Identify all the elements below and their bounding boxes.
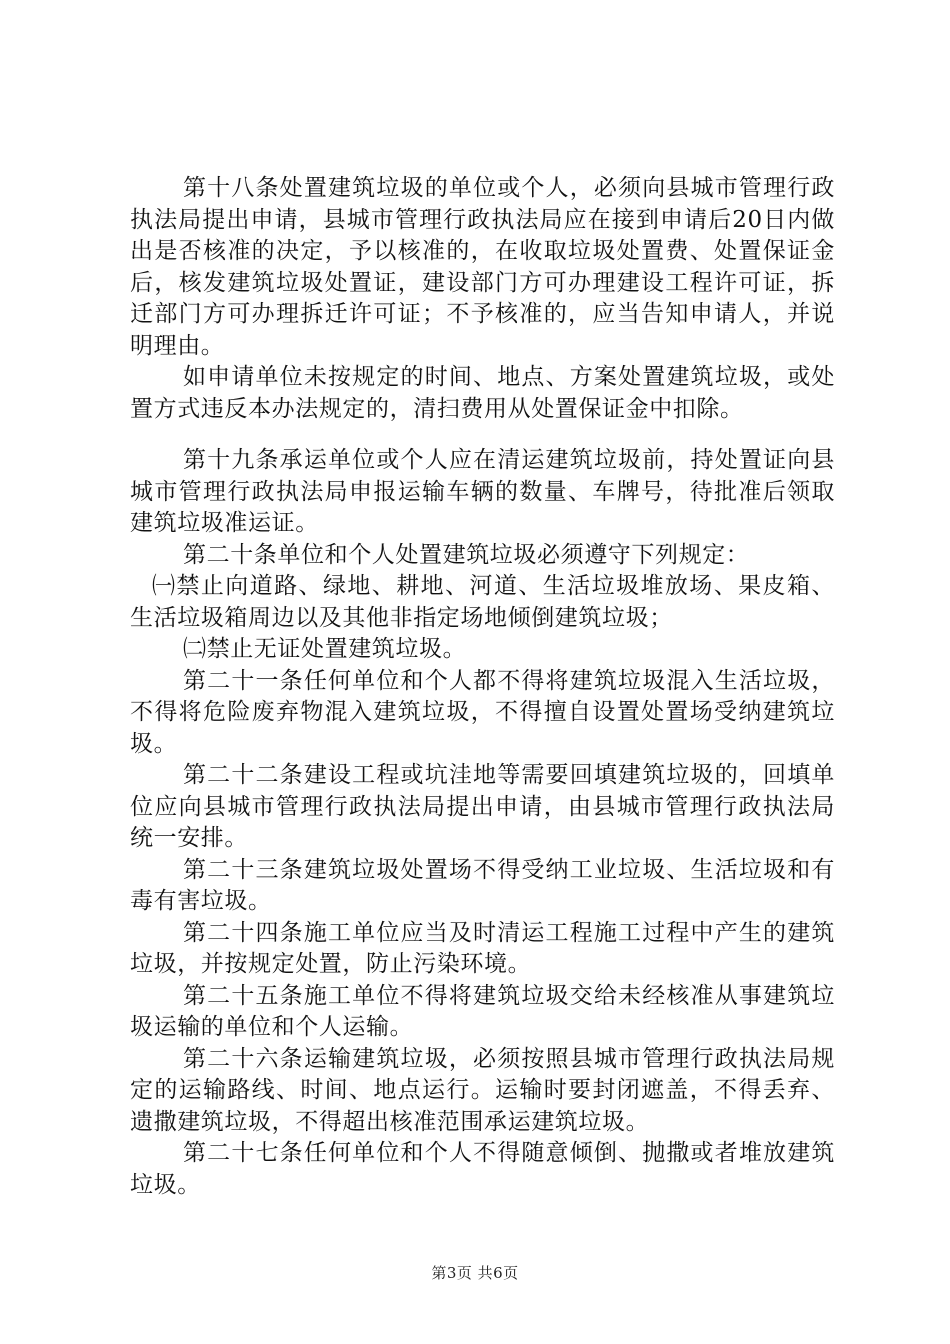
paragraph-article-18: 第十八条处置建筑垃圾的单位或个人，必须向县城市管理行政执法局提出申请，县城市管理行政执法局应在接到申请后20日内做出是否核准的决定，予以核准的，在收取垃圾处置费、处置保证金后，核发建筑垃圾处置证，建设部门方可办理建设工程许可证，拆迁部门方可办理拆迁许可证；不予核准的，应当告知申请人，并说明理由。 — [130, 175, 835, 359]
paragraph-article-25: 第二十五条施工单位不得将建筑垃圾交给未经核准从事建筑垃圾运输的单位和个人运输。 — [130, 982, 835, 1040]
paragraph-article-22: 第二十二条建设工程或坑洼地等需要回填建筑垃圾的，回填单位应向县城市管理行政执法局提出申请，由县城市管理行政执法局统一安排。 — [130, 762, 835, 851]
paragraph-article-20-item-2: ㈡禁止无证处置建筑垃圾。 — [183, 636, 467, 662]
paragraph-article-24: 第二十四条施工单位应当及时清运工程施工过程中产生的建筑垃圾，并按规定处置，防止污染环境。 — [130, 919, 835, 977]
page-number-footer: 第3页 共6页 — [431, 1264, 519, 1282]
paragraph-article-20: 第二十条单位和个人处置建筑垃圾必须遵守下列规定： — [183, 541, 750, 568]
paragraph-article-23: 第二十三条建筑垃圾处置场不得受纳工业垃圾、生活垃圾和有毒有害垃圾。 — [130, 856, 835, 914]
paragraph-article-20-item-1: ㈠禁止向道路、绿地、耕地、河道、生活垃圾堆放场、果皮箱、生活垃圾箱周边以及其他非指定场地倾倒建筑垃圾； — [130, 573, 835, 631]
paragraph-article-21: 第二十一条任何单位和个人都不得将建筑垃圾混入生活垃圾，不得将危险废弃物混入建筑垃圾，不得擅自设置处置场受纳建筑垃圾。 — [130, 667, 835, 757]
paragraph-article-26: 第二十六条运输建筑垃圾，必须按照县城市管理行政执法局规定的运输路线、时间、地点运行。运输时要封闭遮盖，不得丢弃、遗撒建筑垃圾，不得超出核准范围承运建筑垃圾。 — [130, 1045, 835, 1135]
document-body — [130, 173, 835, 1201]
paragraph-article-19: 第十九条承运单位或个人应在清运建筑垃圾前，持处置证向县城市管理行政执法局申报运输车辆的数量、车牌号，待批准后领取建筑垃圾准运证。 — [130, 447, 835, 536]
paragraph-article-27: 第二十七条任何单位和个人不得随意倾倒、抛撒或者堆放建筑垃圾。 — [130, 1140, 835, 1198]
paragraph-article-18-note: 如申请单位未按规定的时间、地点、方案处置建筑垃圾，或处置方式违反本办法规定的，清扫费用从处置保证金中扣除。 — [130, 364, 835, 422]
